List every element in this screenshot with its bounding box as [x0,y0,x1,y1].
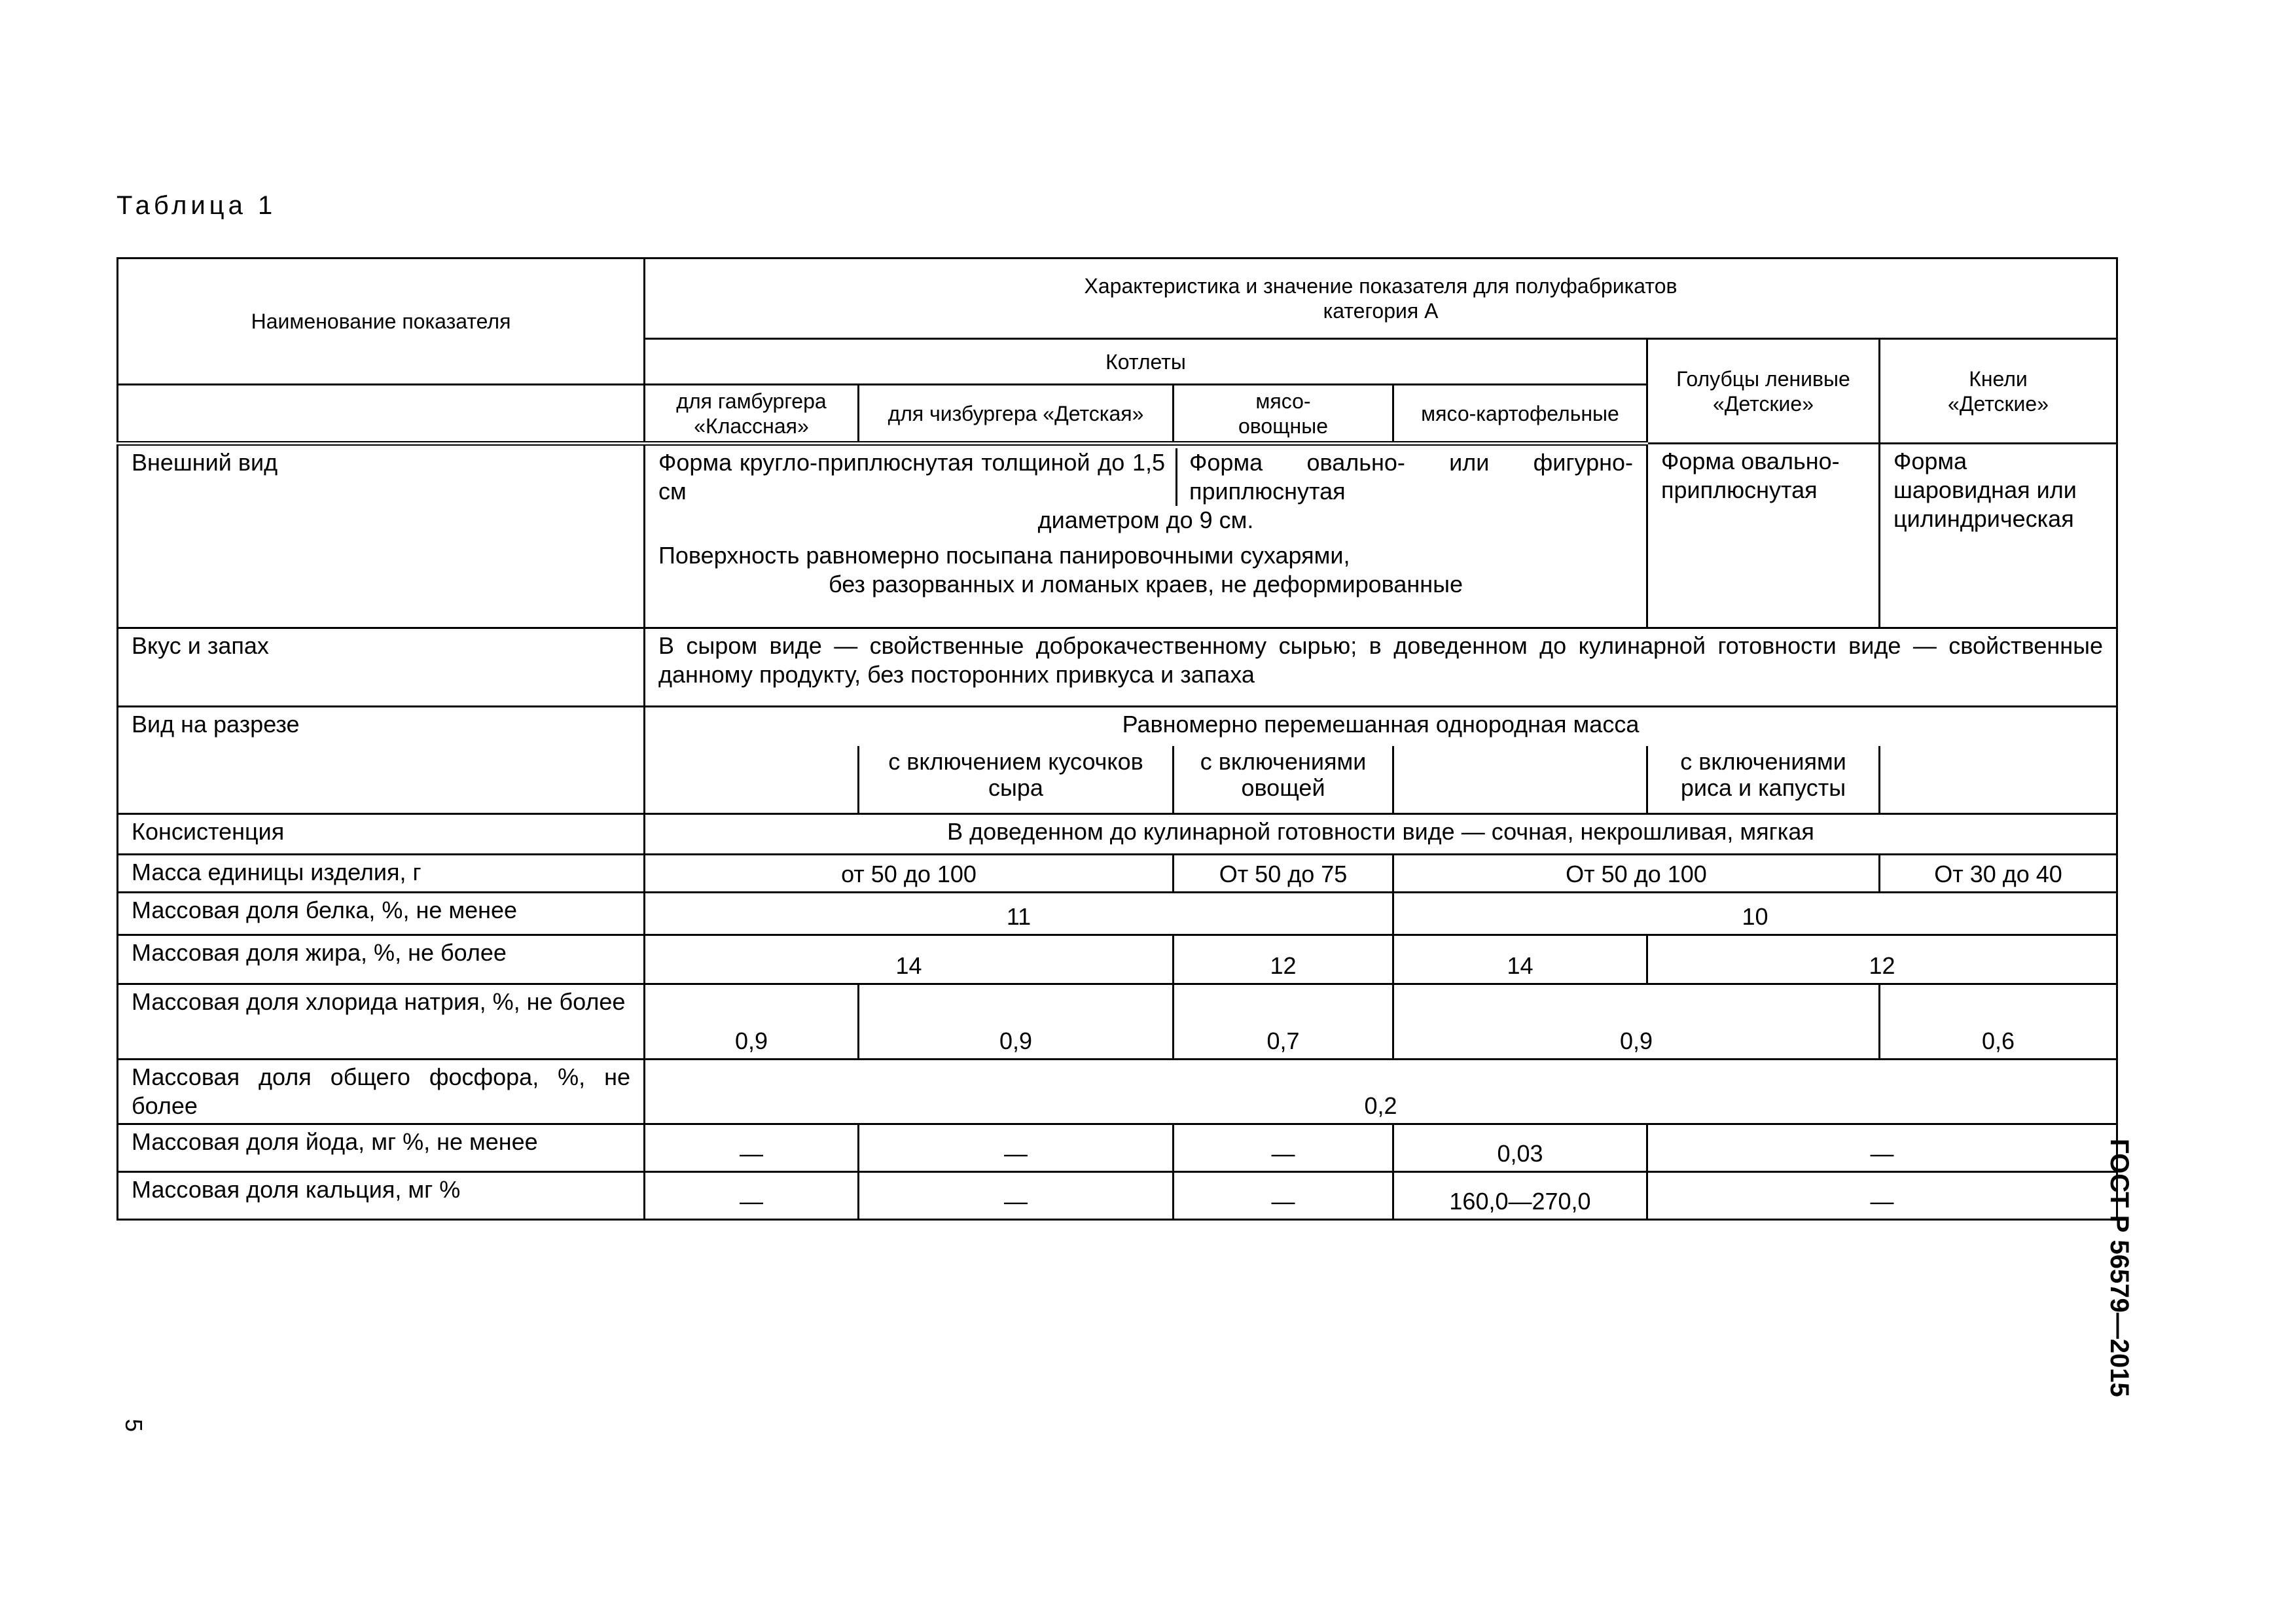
sodium-v5: 0,6 [1880,984,2117,1060]
row-name-appearance: Внешний вид [118,444,645,628]
fat-v2: 12 [1174,935,1393,984]
section-empty-3 [1880,746,2117,814]
table-row [118,707,2117,746]
row-name-consistency: Консистенция [118,814,645,855]
table-row [118,444,2117,628]
row-name-taste: Вкус и запах [118,628,645,707]
appearance-surface: Поверхность равномерно посыпана панировочными сухарями, [658,542,1350,569]
taste-value: В сыром виде — свойственные доброкачественному сырью; в доведенном до кулинарной готовности виде — свойственные данному продукту, без посторонних привкуса и запаха [645,628,2117,707]
calcium-v4: 160,0—270,0 [1393,1172,1647,1220]
header-kotlety: Котлеты [645,339,1647,385]
header-characteristic [645,259,2117,339]
table-row [118,984,2117,1060]
row-name-sodium: Массовая доля хлорида натрия, %, не более [118,984,645,1060]
protein-v2: 10 [1393,893,2117,935]
appearance-kneli: Форма шаровидная или цилиндрическая [1880,444,2117,628]
mass-v1: от 50 до 100 [645,855,1174,893]
section-empty-2 [1393,746,1647,814]
iodine-v1: — [645,1124,859,1172]
header-meat-veg: мясо-овощные [1174,385,1393,444]
gost-code: ГОСТ Р 56579—2015 [2105,1139,2134,1397]
protein-v1: 11 [645,893,1393,935]
phosphorus-v1: 0,2 [645,1060,2117,1124]
sodium-v3: 0,7 [1174,984,1393,1060]
row-name-calcium: Массовая доля кальция, мг % [118,1172,645,1220]
table-row [118,628,2117,707]
table-row [118,855,2117,893]
row-name-phosphorus: Массовая доля общего фосфора, %, не более [118,1060,645,1124]
calcium-v2: — [859,1172,1174,1220]
section-veg: с включениями овощей [1174,746,1393,814]
row-name-fat: Массовая доля жира, %, не более [118,935,645,984]
page-number: 5 [120,1419,147,1433]
header-name-col: Наименование показателя [118,259,645,385]
header-char-line1: Характеристика и значение показателя для полуфабрикатов [1084,274,1677,298]
table-row [118,935,2117,984]
appearance-text-oval: Форма овально- или фигурно-приплюснутая [1175,448,1646,506]
section-cheese: с включением кусочков сыра [859,746,1174,814]
row-name-iodine: Массовая доля йода, мг %, не менее [118,1124,645,1172]
header-golubtsy: Голубцы ленивые «Детские» [1647,339,1880,444]
row-name-protein: Массовая доля белка, %, не менее [118,893,645,935]
calcium-v3: — [1174,1172,1393,1220]
section-empty-1 [645,746,859,814]
iodine-v5: — [1647,1124,2117,1172]
iodine-v4: 0,03 [1393,1124,1647,1172]
requirements-table [117,257,2118,1221]
header-char-line2: категория А [1323,299,1439,323]
table-row [118,1124,2117,1172]
section-rice: с включениями риса и капусты [1647,746,1880,814]
calcium-v1: — [645,1172,859,1220]
header-empty-cell [118,385,645,444]
iodine-v3: — [1174,1124,1393,1172]
consistency-value: В доведенном до кулинарной готовности виде — сочная, некрошливая, мягкая [645,814,2117,855]
table-row [118,814,2117,855]
table-row [118,893,2117,935]
fat-v1: 14 [645,935,1174,984]
mass-v2: От 50 до 75 [1174,855,1393,893]
appearance-diameter: диаметром до 9 см. [1037,507,1254,533]
table-row [118,1060,2117,1124]
appearance-text-round: Форма кругло-приплюснутая толщиной до 1,5 см [658,449,1165,505]
row-name-section: Вид на разрезе [118,707,645,814]
fat-v3: 14 [1393,935,1647,984]
mass-v3: От 50 до 100 [1393,855,1880,893]
mass-v4: От 30 до 40 [1880,855,2117,893]
table-caption: Таблица 1 [117,191,277,220]
appearance-edges: без разорванных и ломаных краев, не деформированные [828,571,1463,597]
appearance-golubtsy: Форма овально-приплюснутая [1647,444,1880,628]
row-name-mass: Масса единицы изделия, г [118,855,645,893]
calcium-v5: — [1647,1172,2117,1220]
sodium-v2: 0,9 [859,984,1174,1060]
sodium-v4: 0,9 [1393,984,1880,1060]
header-meat-potato: мясо-картофельные [1393,385,1647,444]
appearance-kotlety-cell [645,444,1647,628]
header-hamburger: для гамбургера «Классная» [645,385,859,444]
header-cheeseburger: для чизбургера «Детская» [859,385,1174,444]
sodium-v1: 0,9 [645,984,859,1060]
iodine-v2: — [859,1124,1174,1172]
fat-v4: 12 [1647,935,2117,984]
table-row [118,1172,2117,1220]
section-main: Равномерно перемешанная однородная масса [645,707,2117,746]
header-kneli: Кнели «Детские» [1880,339,2117,444]
